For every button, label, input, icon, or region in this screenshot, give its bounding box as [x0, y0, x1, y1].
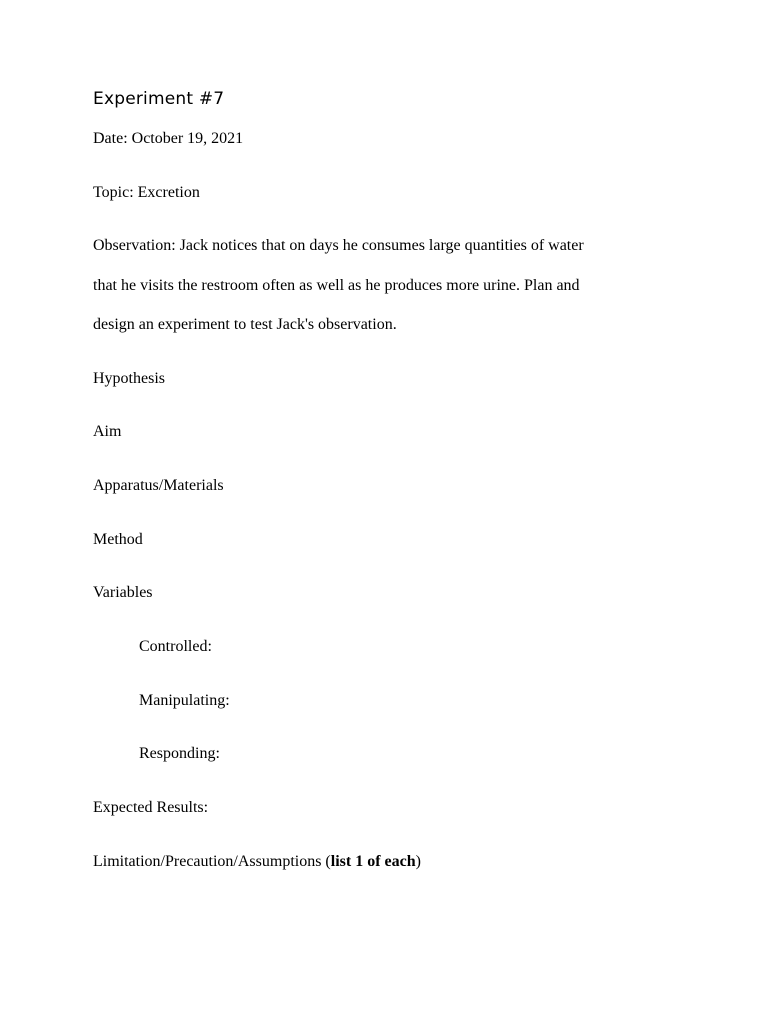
section-variables: Variables [93, 584, 153, 601]
date-line: Date: October 19, 2021 [93, 130, 244, 147]
variable-manipulating: Manipulating: [139, 692, 230, 709]
document-title: Experiment #7 [93, 89, 225, 109]
section-hypothesis: Hypothesis [93, 370, 165, 387]
limitations-suffix: ) [415, 853, 421, 870]
expected-results: Expected Results: [93, 799, 209, 816]
section-aim: Aim [93, 423, 122, 440]
section-method: Method [93, 531, 143, 548]
observation-line-2: that he visits the restroom often as well as he produces more urine. Plan and [93, 277, 580, 294]
section-apparatus: Apparatus/Materials [93, 477, 224, 494]
limitations-bold: list 1 of each [330, 853, 416, 870]
observation-line-3: design an experiment to test Jack's observation. [93, 316, 397, 333]
variable-controlled: Controlled: [139, 638, 212, 655]
observation-line-1: Observation: Jack notices that on days he consumes large quantities of water [93, 237, 584, 254]
limitations-prefix: Limitation/Precaution/Assumptions ( [93, 853, 331, 870]
limitations-line [93, 852, 421, 872]
variable-responding: Responding: [139, 745, 220, 762]
topic-line: Topic: Excretion [93, 184, 200, 201]
